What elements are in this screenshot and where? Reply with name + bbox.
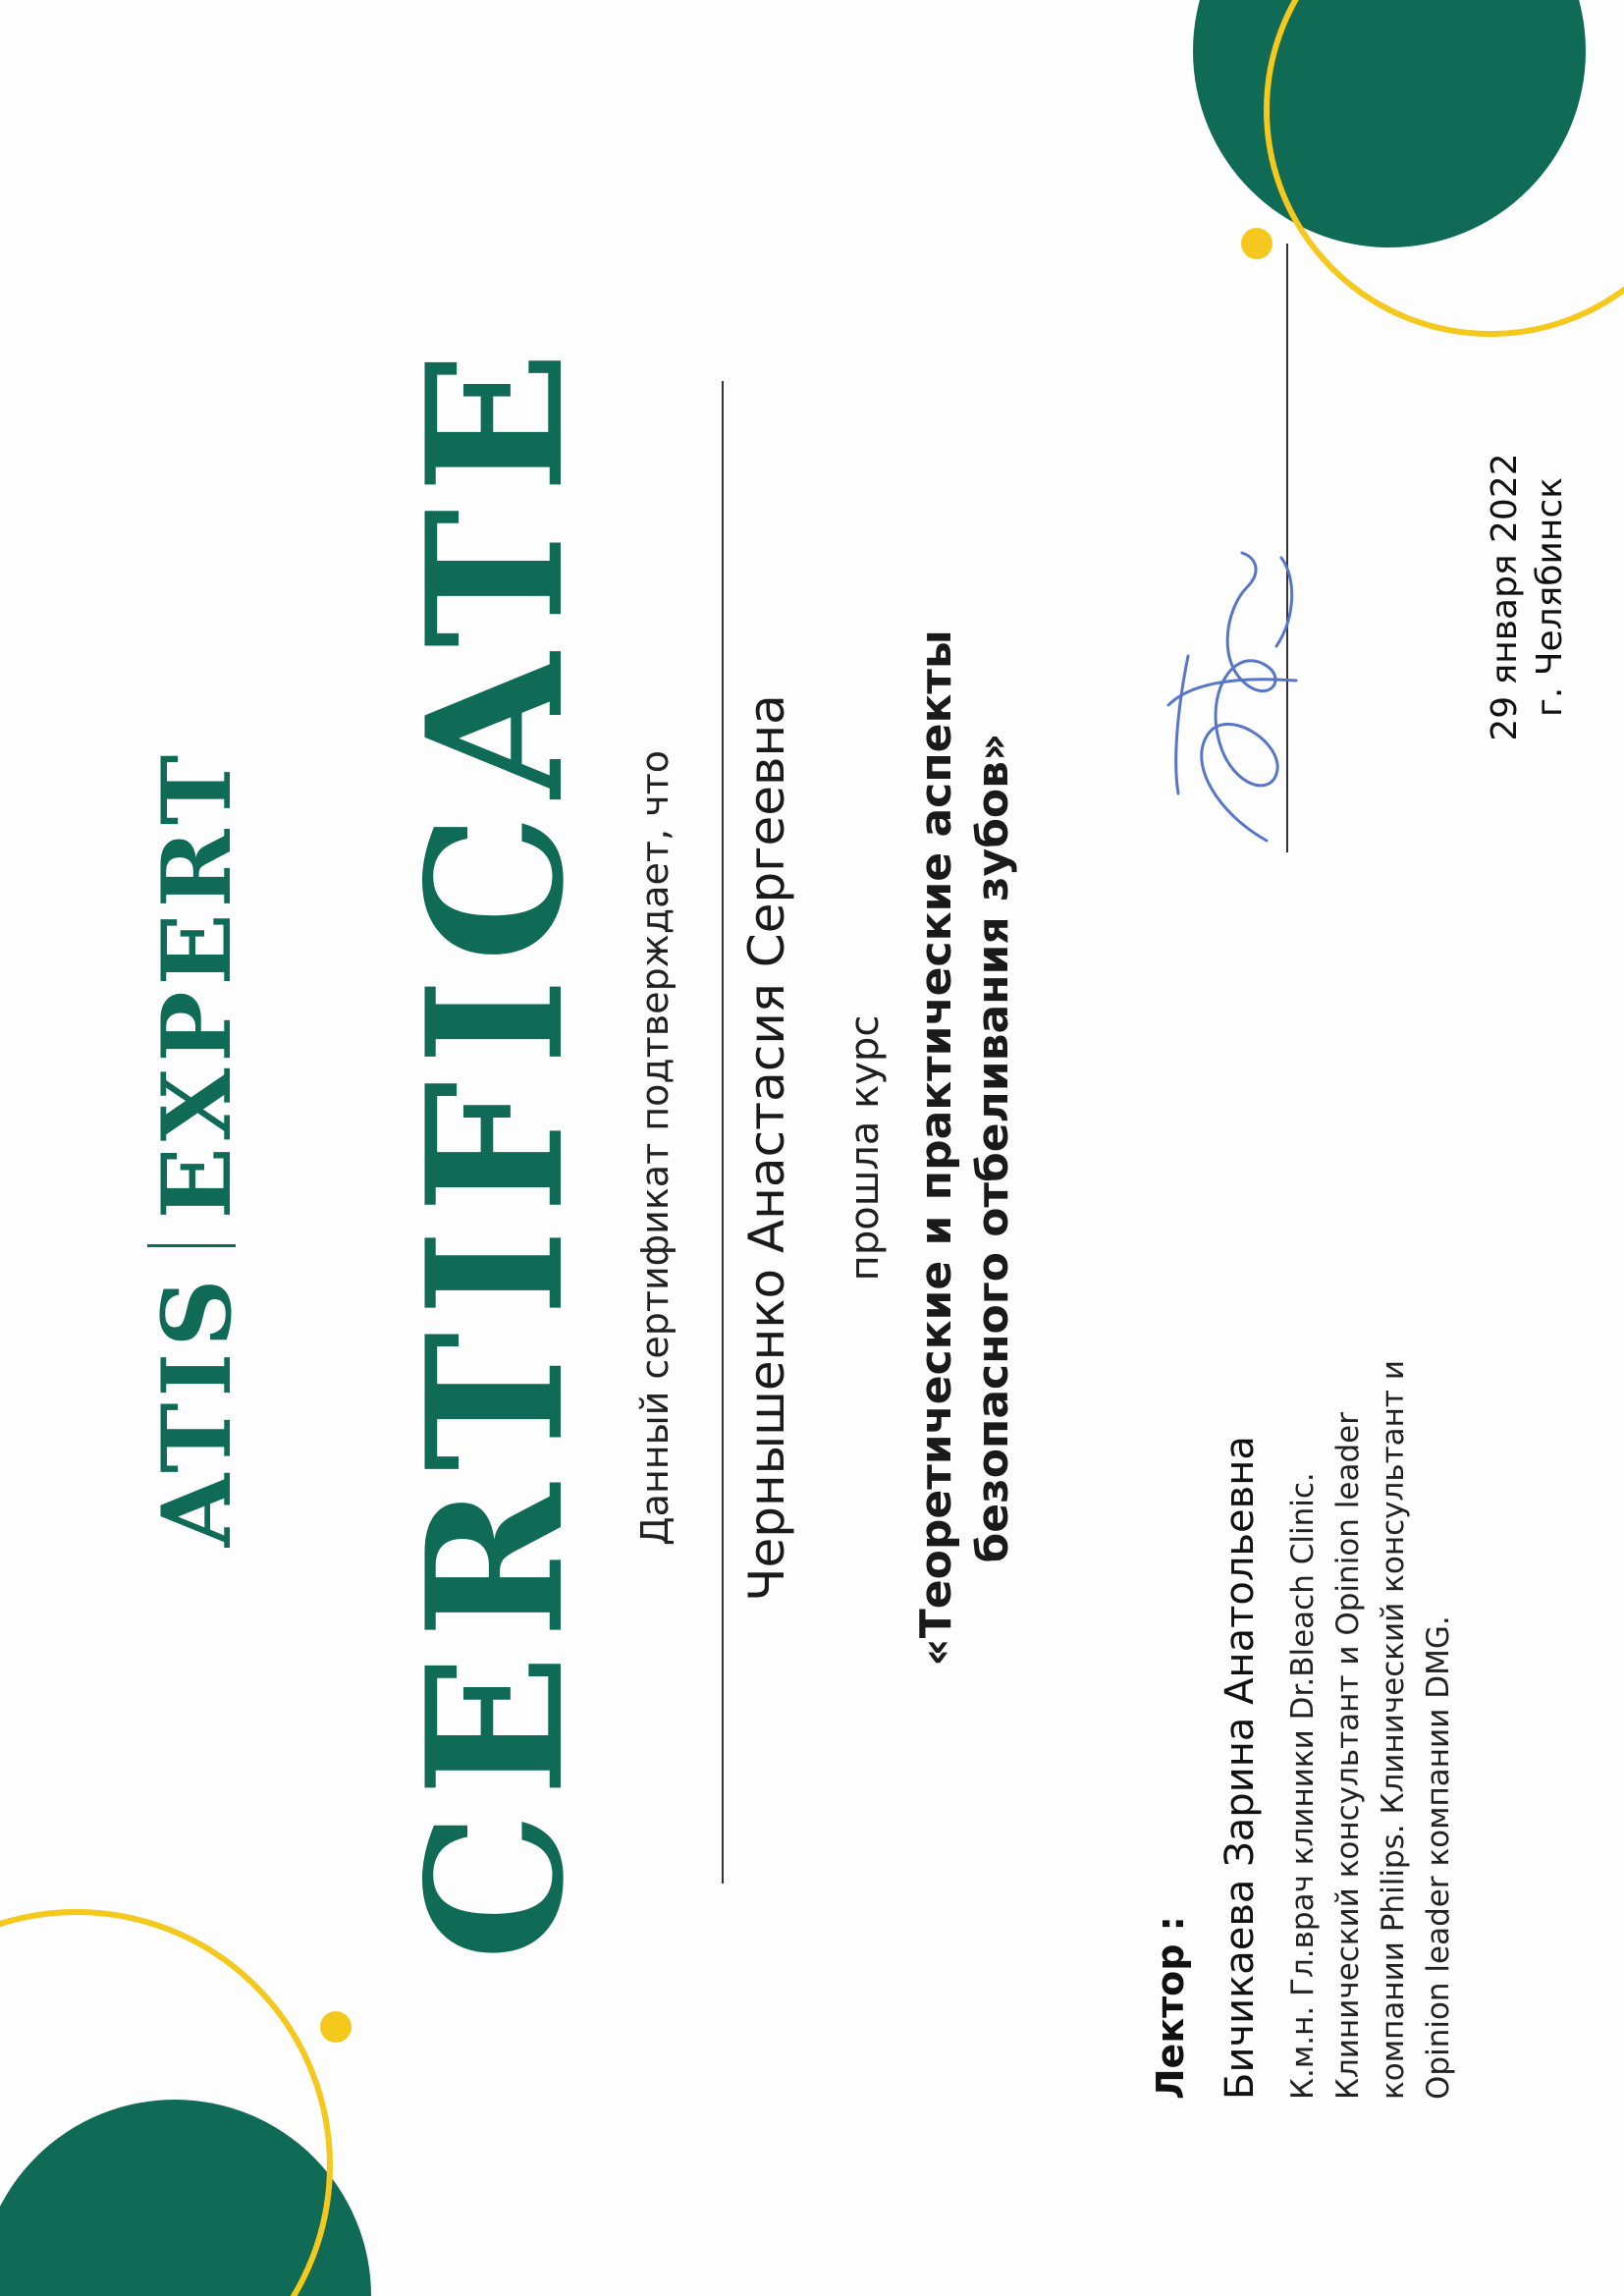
lecturer-desc-line-2: Клинический консультант и Opinion leader: [1330, 1412, 1366, 2100]
certificate-date: 29 января 2022: [1485, 453, 1525, 741]
lecturer-name: Бичикаева Зарина Анатольевна: [1218, 1436, 1263, 2100]
certificate-city: г. Челябинск: [1530, 477, 1570, 717]
lecturer-desc-line-4: Opinion leader компании DMG.: [1421, 1615, 1456, 2100]
recipient-name: Чернышенко Анастасия Сергеевна: [738, 694, 795, 1602]
signature-stroke-1: [1202, 553, 1277, 841]
signature-stroke-2: [1168, 680, 1296, 705]
logo-word-right: EXPERT: [141, 748, 252, 1220]
certificate-title: CERTIFICATE: [386, 335, 605, 1961]
course-title-line-1: «Теоретические и практические аспекты: [911, 629, 961, 1667]
completed-course-text: прошла курс: [842, 1014, 888, 1282]
lecturer-label: Лектор :: [1149, 1916, 1192, 2100]
lecturer-description: [1280, 1360, 1461, 2100]
signature-stroke-4: [1276, 558, 1292, 646]
signature-stroke-3: [1176, 656, 1188, 793]
signature-image: [1149, 538, 1316, 852]
course-title-line-2: безопасного отбеливания зубов»: [968, 733, 1018, 1563]
date-place-block: [1483, 263, 1573, 931]
atis-expert-logo: [141, 0, 252, 2296]
logo-separator: [147, 1244, 236, 1247]
logo-word-left: ATIS: [141, 1273, 252, 1548]
intro-text: Данный сертификат подтверждает, что: [633, 750, 677, 1547]
lecturer-block: [1149, 1360, 1461, 2100]
lecturer-desc-line-3: компании Philips. Клинический консультант и: [1376, 1360, 1411, 2100]
recipient-top-rule: [722, 381, 724, 1884]
course-title: [908, 0, 1022, 2296]
lecturer-desc-line-1: К.м.н. Гл.врач клиники Dr.Bleach Clinic.: [1285, 1472, 1321, 2100]
